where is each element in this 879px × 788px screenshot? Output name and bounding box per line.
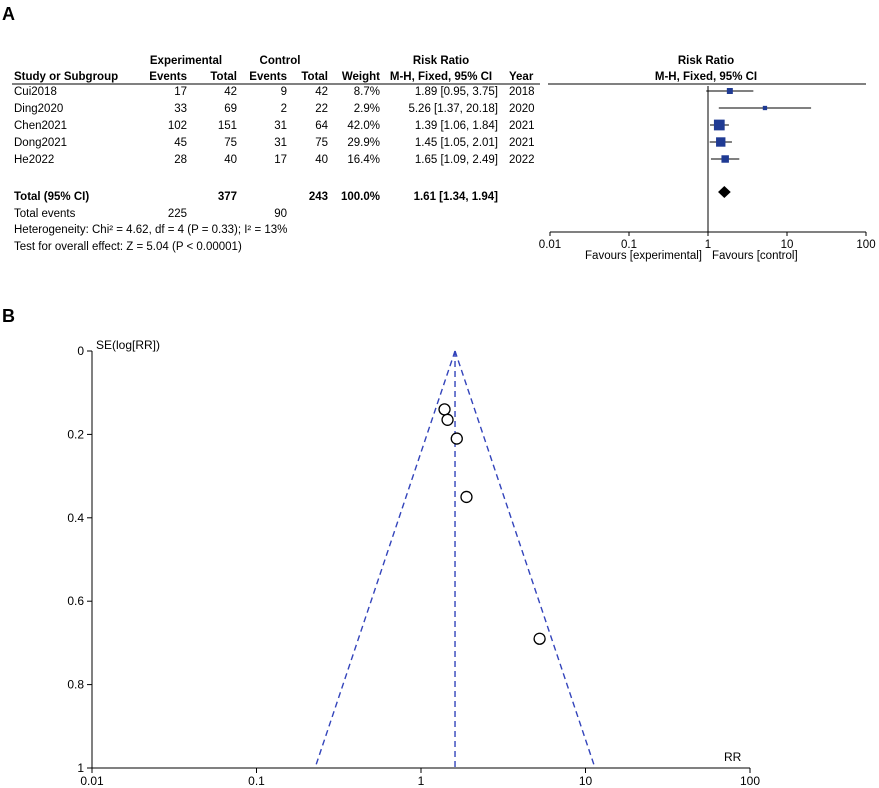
ctl-events: 2 bbox=[280, 103, 287, 115]
weight: 42.0% bbox=[347, 120, 380, 132]
study-point-3 bbox=[451, 433, 462, 444]
study-name: Ding2020 bbox=[14, 103, 64, 115]
total-events-row bbox=[14, 208, 287, 220]
funnel-x-tick-label: 10 bbox=[578, 774, 593, 788]
col-study: Study or Subgroup bbox=[14, 71, 119, 83]
risk-ratio-ci: 5.26 [1.37, 20.18] bbox=[408, 103, 498, 115]
weight: 2.9% bbox=[353, 103, 380, 115]
risk-ratio-ci: 1.65 [1.09, 2.49] bbox=[414, 154, 498, 166]
effect-square-he2022 bbox=[721, 155, 728, 162]
year: 2021 bbox=[509, 120, 535, 132]
weight: 8.7% bbox=[353, 86, 380, 98]
ctl-events: 9 bbox=[280, 86, 287, 98]
funnel-x-tick-label: 1 bbox=[417, 774, 425, 788]
panel-a-label: A bbox=[2, 4, 15, 24]
heterogeneity-text: Heterogeneity: Chi² = 4.62, df = 4 (P = 0.33); I² = 13% bbox=[14, 224, 288, 236]
study-row-cui2018 bbox=[14, 86, 535, 98]
total-events-label: Total events bbox=[14, 208, 76, 220]
overall-effect-text: Test for overall effect: Z = 5.04 (P < 0.00001) bbox=[14, 241, 242, 253]
header-plot-title: Risk Ratio bbox=[677, 55, 735, 67]
funnel-y-tick-label: 0.4 bbox=[67, 510, 84, 525]
study-row-ding2020 bbox=[14, 103, 535, 115]
study-point-5 bbox=[534, 633, 545, 644]
funnel-x-tick-label: 0.01 bbox=[80, 774, 104, 788]
forest-tick-label: 0.1 bbox=[621, 239, 637, 251]
total-events-ctl: 90 bbox=[274, 208, 287, 220]
favours-control: Favours [control] bbox=[712, 250, 798, 262]
exp-events: 17 bbox=[174, 86, 187, 98]
effect-square-cui2018 bbox=[727, 88, 733, 94]
col-ctl-events: Events bbox=[249, 71, 287, 83]
risk-ratio-ci: 1.45 [1.05, 2.01] bbox=[414, 137, 498, 149]
funnel-right-boundary bbox=[455, 351, 595, 768]
funnel-x-axis-label: RR bbox=[724, 750, 742, 764]
study-point-1 bbox=[439, 404, 450, 415]
total-exp: 377 bbox=[217, 191, 237, 203]
year: 2018 bbox=[509, 86, 535, 98]
study-rows bbox=[14, 86, 535, 166]
effect-square-ding2020 bbox=[763, 106, 767, 110]
effect-square-dong2021 bbox=[716, 137, 725, 146]
exp-total: 75 bbox=[224, 137, 237, 149]
funnel-y-tick-label: 0.2 bbox=[67, 427, 84, 442]
funnel-x-tick-label: 0.1 bbox=[248, 774, 265, 788]
total-events-exp: 225 bbox=[167, 208, 187, 220]
weight: 16.4% bbox=[347, 154, 380, 166]
exp-events: 28 bbox=[174, 154, 187, 166]
header-control: Control bbox=[259, 55, 301, 67]
col-year: Year bbox=[509, 71, 534, 83]
forest-tick-label: 1 bbox=[704, 239, 712, 251]
exp-events: 33 bbox=[174, 103, 187, 115]
study-point-2 bbox=[442, 414, 453, 425]
funnel-y-tick-label: 0 bbox=[77, 344, 84, 358]
exp-total: 42 bbox=[224, 86, 237, 98]
ctl-events: 31 bbox=[274, 137, 287, 149]
study-point-4 bbox=[461, 491, 472, 502]
ctl-events: 17 bbox=[274, 154, 287, 166]
study-name: Cui2018 bbox=[14, 86, 57, 98]
year: 2022 bbox=[509, 154, 535, 166]
col-weight: Weight bbox=[341, 71, 380, 83]
forest-tick-label: 100 bbox=[856, 239, 876, 251]
forest-tick-label: 10 bbox=[780, 239, 794, 251]
ctl-total: 64 bbox=[315, 120, 328, 132]
funnel-y-axis-label: SE(log[RR]) bbox=[96, 338, 161, 352]
col-ci: M-H, Fixed, 95% CI bbox=[389, 71, 493, 83]
total-label: Total (95% CI) bbox=[14, 191, 90, 203]
effect-square-chen2021 bbox=[714, 120, 725, 131]
study-row-dong2021 bbox=[14, 137, 535, 149]
study-name: Dong2021 bbox=[14, 137, 68, 149]
study-name: He2022 bbox=[14, 154, 55, 166]
ctl-total: 42 bbox=[315, 86, 328, 98]
ctl-total: 22 bbox=[315, 103, 328, 115]
ctl-events: 31 bbox=[274, 120, 287, 132]
forest-tick-label: 0.01 bbox=[538, 239, 562, 251]
funnel-y-tick-label: 0.8 bbox=[67, 677, 84, 692]
exp-total: 151 bbox=[217, 120, 237, 132]
risk-ratio-ci: 1.89 [0.95, 3.75] bbox=[414, 86, 498, 98]
total-row bbox=[14, 191, 498, 203]
weight: 29.9% bbox=[347, 137, 380, 149]
funnel-y-tick-label: 0.6 bbox=[67, 594, 84, 609]
header-risk-ratio: Risk Ratio bbox=[412, 55, 470, 67]
study-row-chen2021 bbox=[14, 120, 535, 132]
pooled-diamond bbox=[718, 186, 731, 198]
total-weight: 100.0% bbox=[340, 191, 380, 203]
forest-plot bbox=[539, 86, 876, 251]
exp-events: 45 bbox=[174, 137, 187, 149]
ctl-total: 40 bbox=[315, 154, 328, 166]
year: 2021 bbox=[509, 137, 535, 149]
study-row-he2022 bbox=[14, 154, 535, 166]
col-exp-total: Total bbox=[210, 71, 237, 83]
favours-experimental: Favours [experimental] bbox=[585, 250, 702, 262]
panel-b-label: B bbox=[2, 306, 15, 326]
exp-total: 40 bbox=[224, 154, 237, 166]
total-ci: 1.61 [1.34, 1.94] bbox=[413, 191, 498, 203]
risk-ratio-ci: 1.39 [1.06, 1.84] bbox=[414, 120, 498, 132]
total-ctl: 243 bbox=[308, 191, 328, 203]
col-exp-events: Events bbox=[149, 71, 187, 83]
col-ctl-total: Total bbox=[301, 71, 328, 83]
column-headers bbox=[14, 71, 757, 83]
header-experimental: Experimental bbox=[149, 55, 223, 67]
year: 2020 bbox=[509, 103, 535, 115]
study-name: Chen2021 bbox=[14, 120, 68, 132]
funnel-plot bbox=[67, 344, 760, 788]
funnel-left-boundary bbox=[315, 351, 455, 768]
plot-subtitle: M-H, Fixed, 95% CI bbox=[654, 71, 758, 83]
exp-total: 69 bbox=[224, 103, 237, 115]
exp-events: 102 bbox=[167, 120, 187, 132]
funnel-x-tick-label: 100 bbox=[739, 774, 761, 788]
funnel-y-tick-label: 1 bbox=[77, 761, 84, 775]
ctl-total: 75 bbox=[315, 137, 328, 149]
